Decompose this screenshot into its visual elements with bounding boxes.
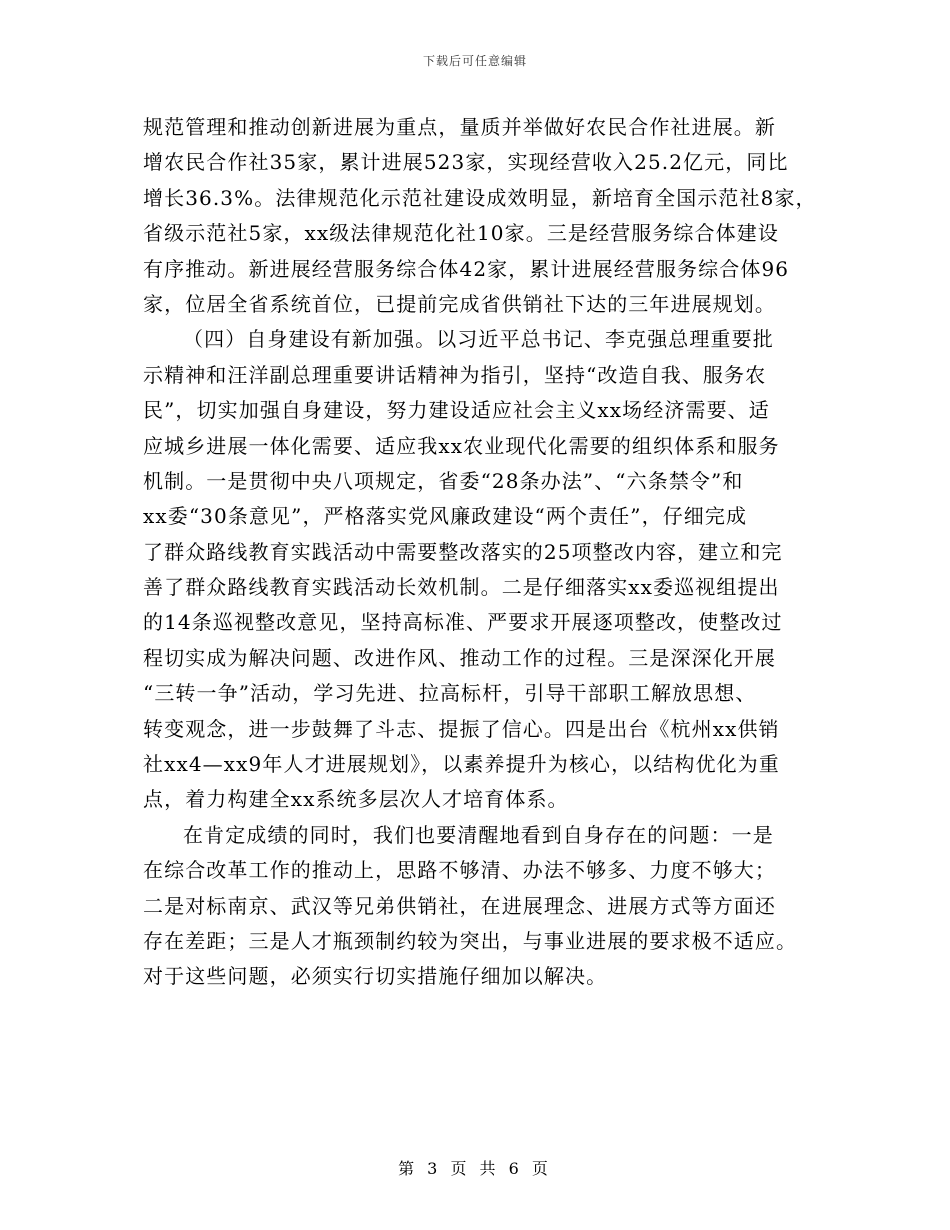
text-line: 点，着力构建全xx系统多层次人才培育体系。 [143,787,569,812]
paragraph-start-line: 在肯定成绩的同时，我们也要清醒地看到自身存在的问题：一是 [183,822,774,847]
text-line: 程切实成为解决问题、改进作风、推动工作的过程。三是深深化开展 [143,645,776,670]
paragraph-start-line: （四）自身建设有新加强。以习近平总书记、李克强总理重要批 [183,327,774,352]
text-line: 增农民合作社35家，累计进展523家，实现经营收入25.2亿元，同比 [143,150,789,175]
text-line: 增长36.3%。法律规范化示范社建设成效明显，新培育全国示范社8家， [143,185,817,210]
text-line: 在综合改革工作的推动上，思路不够清、办法不够多、力度不够大； [143,858,776,883]
text-line: 了群众路线教育实践活动中需要整改落实的25项整改内容，建立和完 [143,539,783,564]
text-line: 对于这些问题，必须实行切实措施仔细加以解决。 [143,964,608,989]
text-line: 的14条巡视整改意见，坚持高标准、严要求开展逐项整改，使整改过 [143,610,783,635]
document-body [143,110,819,995]
text-line: 存在差距；三是人才瓶颈制约较为突出，与事业进展的要求极不适应。 [143,928,798,953]
text-line: “三转一争”活动，学习先进、拉高标杆，引导干部职工解放思想、 [143,681,757,706]
text-line: 善了群众路线教育实践活动长效机制。二是仔细落实xx委巡视组提出 [143,575,780,600]
text-line: xx委“30条意见”，严格落实党风廉政建设“两个责任”，仔细完成 [143,504,748,529]
text-line: 机制。一是贯彻中央八项规定，省委“28条办法”、“六条禁令”和 [143,468,744,493]
text-line: 省级示范社5家，xx级法律规范化社10家。三是经营服务综合体建设 [143,221,779,246]
text-line: 家，位居全省系统首位，已提前完成省供销社下达的三年进展规划。 [143,291,776,316]
text-line: 规范管理和推动创新进展为重点，量质并举做好农民合作社进展。新 [143,115,776,139]
text-line: 民”，切实加强自身建设，努力建设适应社会主义xx场经济需要、适 [143,398,770,423]
text-line: 二是对标南京、武汉等兄弟供销社，在进展理念、进展方式等方面还 [143,893,776,918]
page-header: 下载后可任意编辑 [422,54,527,68]
text-line: 示精神和汪洋副总理重要讲话精神为指引，坚持“改造自我、服务农 [143,362,767,387]
text-line: 有序推动。新进展经营服务综合体42家，累计进展经营服务综合体96 [143,256,790,281]
text-line: 转变观念，进一步鼓舞了斗志、提振了信心。四是出台《杭州xx供销 [143,716,780,741]
text-line: 社xx4—xx9年人才进展规划》，以素养提升为核心，以结构优化为重 [143,752,780,777]
page-footer: 第 3 页 共 6 页 [398,1159,552,1178]
text-line: 应城乡进展一体化需要、适应我xx农业现代化需要的组织体系和服务 [143,433,780,458]
